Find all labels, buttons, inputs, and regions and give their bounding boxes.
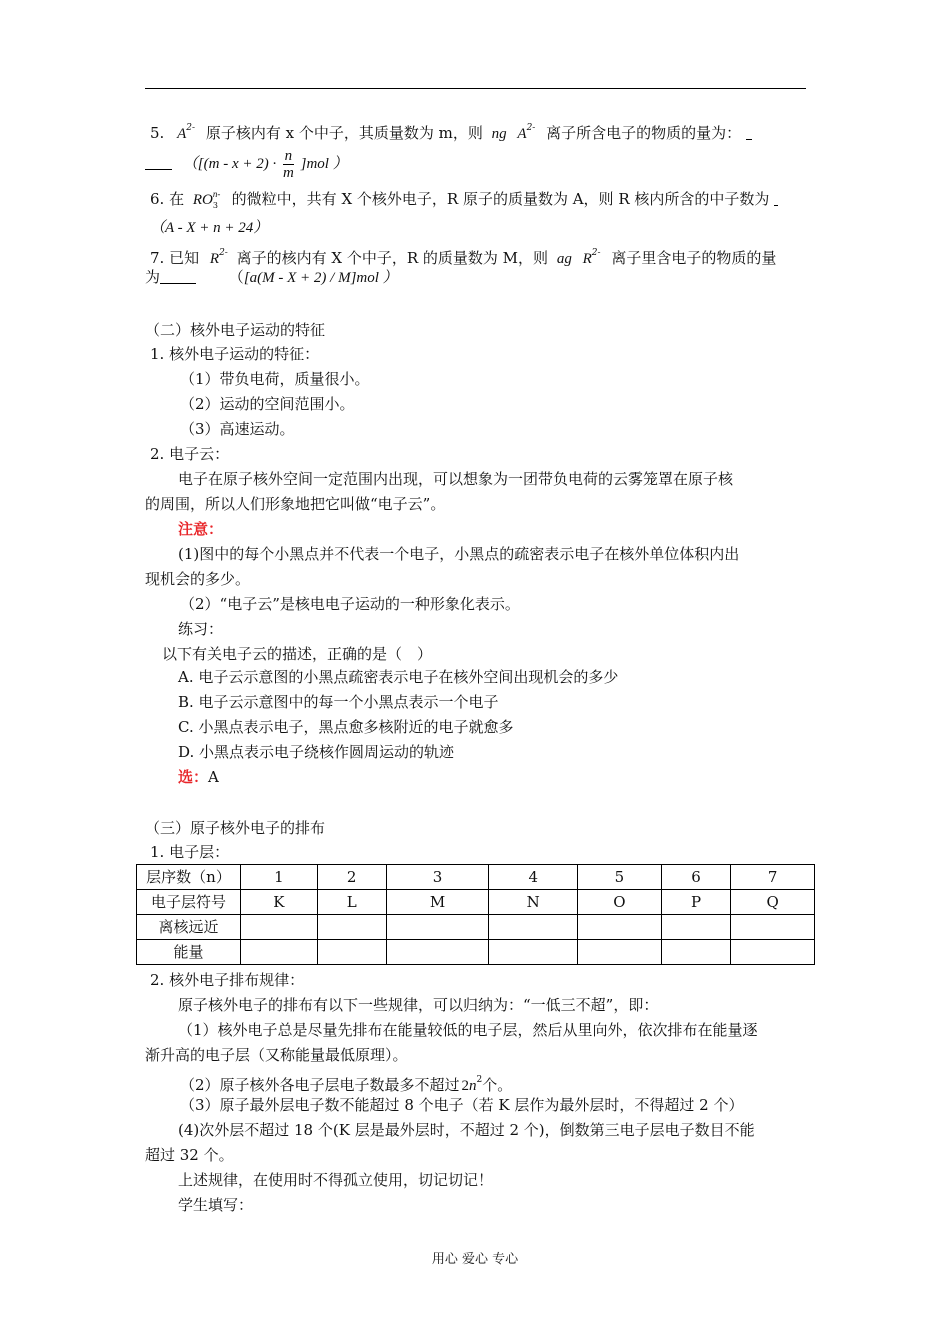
page-footer: 用心 爱心 专心 — [431, 1252, 519, 1267]
question-6-line1: 6. 在 RO n- 3 的微粒中，共有 X 个核外电子，R 原子的质量数为 A，则 R 核内所含的中子数为 — [150, 189, 778, 210]
note-label: 注意： — [178, 520, 224, 538]
table-cell: 2 — [317, 865, 386, 890]
table-cell: 1 — [241, 865, 318, 890]
rule-1-line2: 渐升高的电子层（又称能量最低原理）。 — [145, 1046, 408, 1064]
question-5-line1: 5. $A^{2-}$ 原子核内有 x 个中子，其质量数为 m，则 ng $A^{2-}$ 离子所含电子的物质的量为： — [150, 118, 752, 144]
fraction-n-over-m: $\frac{n}{m}$ — [283, 147, 294, 181]
table-cell: O — [578, 890, 662, 915]
table-cell: 电子层符号 — [137, 890, 241, 915]
table-cell: 6 — [661, 865, 731, 890]
caution-text: 上述规律，在使用时不得孤立使用，切记切记！ — [178, 1171, 494, 1189]
option-b: B. 电子云示意图中的每一个小黑点表示一个电子 — [178, 693, 499, 711]
table-cell — [386, 915, 489, 940]
table-cell: 离核远近 — [137, 915, 241, 940]
feature-2: （2）运动的空间范围小。 — [180, 395, 355, 413]
table-cell: M — [386, 890, 489, 915]
table-row — [137, 890, 815, 915]
feature-3: （3）高速运动。 — [180, 420, 295, 438]
electron-shell-table — [136, 864, 815, 965]
table-row — [137, 865, 815, 890]
table-cell — [317, 915, 386, 940]
question-7-line2: 为 （[a(M - X + 2) / M]mol ） — [145, 268, 398, 286]
question-6-answer: （A - X + n + 24） — [150, 220, 269, 236]
table-cell — [241, 940, 318, 965]
table-cell: L — [317, 890, 386, 915]
rule-1-line1: （1）核外电子总是尽量先排布在能量较低的电子层，然后从里向外，依次排布在能量逐 — [178, 1021, 758, 1039]
table-cell — [317, 940, 386, 965]
rule-3: （3）原子最外层电子数不能超过 8 个电子（若 K 层作为最外层时，不得超过 2 个） — [180, 1096, 744, 1114]
rules-intro: 原子核外电子的排布有以下一些规律，可以归纳为：“一低三不超”，即： — [178, 996, 659, 1014]
table-cell: 3 — [386, 865, 489, 890]
table-cell: 能量 — [137, 940, 241, 965]
table-cell — [241, 915, 318, 940]
table-cell — [661, 915, 731, 940]
section-3-heading: （三）原子核外电子的排布 — [145, 819, 326, 837]
table-row — [137, 940, 815, 965]
practice-question: 以下有关电子云的描述，正确的是（ ） — [162, 645, 433, 663]
section-2-item-2: 2. 电子云： — [150, 445, 230, 463]
note-1-line1: (1)图中的每个小黑点并不代表一个电子，小黑点的疏密表示电子在核外单位体积内出 — [178, 545, 740, 563]
table-cell — [578, 915, 662, 940]
table-cell — [661, 940, 731, 965]
feature-1: （1）带负电荷，质量很小。 — [180, 370, 370, 388]
section-3-item-2: 2. 核外电子排布规律： — [150, 971, 305, 989]
table-cell: Q — [731, 890, 815, 915]
table-cell: N — [489, 890, 578, 915]
electron-cloud-para-line1: 电子在原子核外空间一定范围内出现，可以想象为一团带负电荷的云雾笼罩在原子核 — [178, 470, 734, 488]
table-cell: P — [661, 890, 731, 915]
table-cell: K — [241, 890, 318, 915]
note-2: （2）“电子云”是核电电子运动的一种形象化表示。 — [180, 595, 520, 613]
option-d: D. 小黑点表示电子绕核作圆周运动的轨迹 — [178, 743, 455, 761]
table-row — [137, 915, 815, 940]
note-1-line2: 现机会的多少。 — [145, 570, 251, 588]
option-a: A. 电子云示意图的小黑点疏密表示电子在核外空间出现机会的多少 — [178, 668, 619, 686]
question-7-line1: 7. 已知 $R^{2-}$ 离子的核内有 X 个中子，R 的质量数为 M，则 ag $R^{2-}$ 离子里含电子的物质的量 — [150, 248, 777, 267]
rule-4-line1: (4)次外层不超过 18 个(K 层是最外层时，不超过 2 个)，倒数第三电子层电子数目不能 — [178, 1121, 755, 1139]
student-fill-label: 学生填写： — [178, 1196, 254, 1214]
table-cell — [489, 915, 578, 940]
option-c: C. 小黑点表示电子，黑点愈多核附近的电子就愈多 — [178, 718, 514, 736]
table-cell — [386, 940, 489, 965]
table-cell — [731, 940, 815, 965]
table-cell: 层序数（n） — [137, 865, 241, 890]
table-cell: 5 — [578, 865, 662, 890]
header-rule — [145, 88, 806, 89]
table-cell: 7 — [731, 865, 815, 890]
table-cell: 4 — [489, 865, 578, 890]
electron-cloud-para-line2: 的周围，所以人们形象地把它叫做“电子云”。 — [145, 495, 446, 513]
table-cell — [489, 940, 578, 965]
rule-4-line2: 超过 32 个。 — [145, 1146, 234, 1164]
rule-2: （2）原子核外各电子层电子数最多不超过 $2n^2$个。 — [180, 1075, 513, 1094]
question-5-answer: （[(m - x + 2) · $\frac{n}{m}$ ]mol ） — [145, 146, 348, 181]
section-3-item-1: 1. 电子层： — [150, 843, 230, 861]
section-2-item-1: 1. 核外电子运动的特征： — [150, 345, 320, 363]
section-2-heading: （二）核外电子运动的特征 — [145, 321, 326, 339]
practice-answer: 选：A — [178, 768, 219, 786]
practice-label: 练习： — [178, 620, 224, 638]
table-cell — [578, 940, 662, 965]
table-cell — [731, 915, 815, 940]
